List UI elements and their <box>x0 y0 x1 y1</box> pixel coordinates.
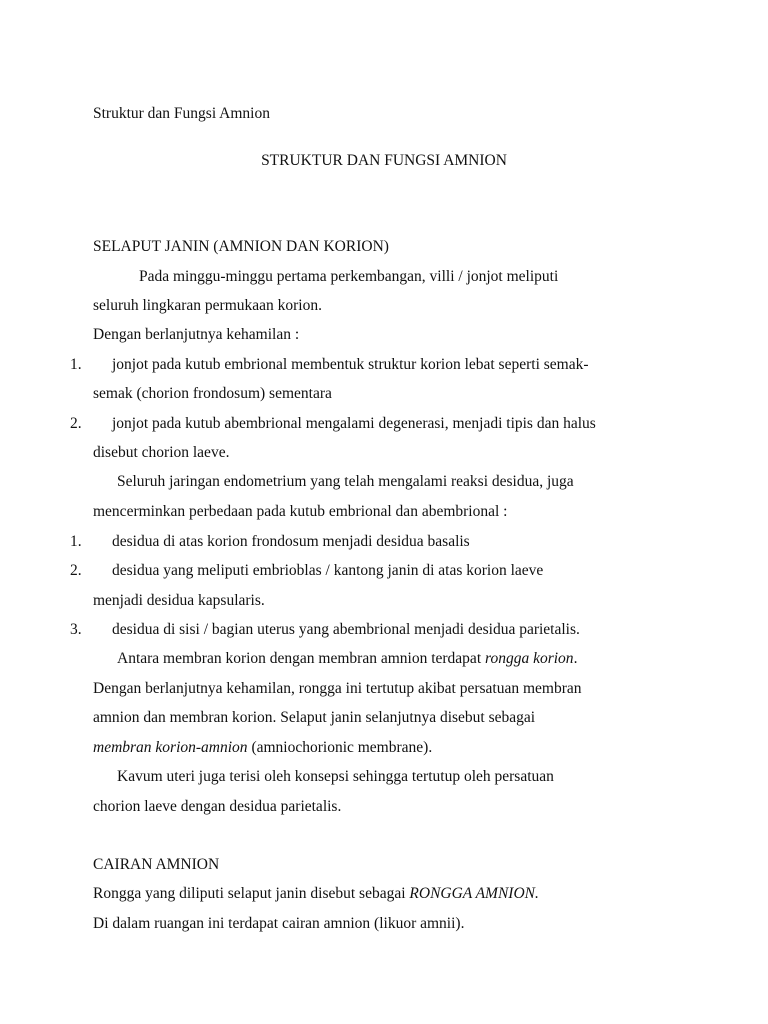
paragraph-text: Rongga yang diliputi selaput janin disebut sebagai <box>93 885 410 902</box>
list-number: 3. <box>70 621 82 638</box>
italic-term-membran-korion-amnion: membran korion-amnion <box>93 739 248 756</box>
paragraph-line: chorion laeve dengan desidua parietalis. <box>93 798 342 815</box>
paragraph-line <box>93 884 539 904</box>
list-item-line: semak (chorion frondosum) sementara <box>93 385 332 402</box>
list-item-line: desidua di atas korion frondosum menjadi desidua basalis <box>112 533 470 550</box>
section-heading-cairan-amnion: CAIRAN AMNION <box>93 856 220 873</box>
list-item-line: menjadi desidua kapsularis. <box>93 592 265 609</box>
section-heading-selaput-janin: SELAPUT JANIN (AMNION DAN KORION) <box>93 238 389 255</box>
paragraph-text: . <box>573 650 578 667</box>
paragraph-line: Di dalam ruangan ini terdapat cairan amnion (likuor amnii). <box>93 915 465 932</box>
main-title: STRUKTUR DAN FUNGSI AMNION <box>261 152 507 169</box>
paragraph-line: Kavum uteri juga terisi oleh konsepsi sehingga tertutup oleh persatuan <box>117 768 554 785</box>
list-number: 2. <box>70 562 82 579</box>
header-title: Struktur dan Fungsi Amnion <box>93 105 270 122</box>
paragraph-line: mencerminkan perbedaan pada kutub embrional dan abembrional : <box>93 503 508 520</box>
paragraph-line: Dengan berlanjutnya kehamilan, rongga ini tertutup akibat persatuan membran <box>93 680 582 697</box>
list-item-line: desidua yang meliputi embrioblas / kantong janin di atas korion laeve <box>112 562 544 579</box>
paragraph-line <box>93 738 432 758</box>
list-item-line: desidua di sisi / bagian uterus yang abembrional menjadi desidua parietalis. <box>112 621 580 638</box>
paragraph-line: Dengan berlanjutnya kehamilan : <box>93 326 300 343</box>
list-item-line: disebut chorion laeve. <box>93 444 230 461</box>
list-number: 1. <box>70 533 82 550</box>
paragraph-line: seluruh lingkaran permukaan korion. <box>93 297 322 314</box>
list-number: 1. <box>70 356 82 373</box>
list-item-line: jonjot pada kutub embrional membentuk struktur korion lebat seperti semak- <box>112 356 589 373</box>
italic-term-rongga-amnion: RONGGA AMNION. <box>409 885 539 902</box>
paragraph-text: (amniochorionic membrane). <box>247 739 433 756</box>
paragraph-line <box>117 649 577 669</box>
list-number: 2. <box>70 415 82 432</box>
list-item-line: jonjot pada kutub abembrional mengalami degenerasi, menjadi tipis dan halus <box>112 415 596 432</box>
paragraph-line: amnion dan membran korion. Selaput janin selanjutnya disebut sebagai <box>93 709 536 726</box>
paragraph-line: Seluruh jaringan endometrium yang telah mengalami reaksi desidua, juga <box>117 473 574 490</box>
italic-term-rongga-korion: rongga korion <box>485 650 574 667</box>
paragraph-text: Antara membran korion dengan membran amnion terdapat <box>117 650 485 667</box>
paragraph-line: Pada minggu-minggu pertama perkembangan, villi / jonjot meliputi <box>139 268 559 285</box>
